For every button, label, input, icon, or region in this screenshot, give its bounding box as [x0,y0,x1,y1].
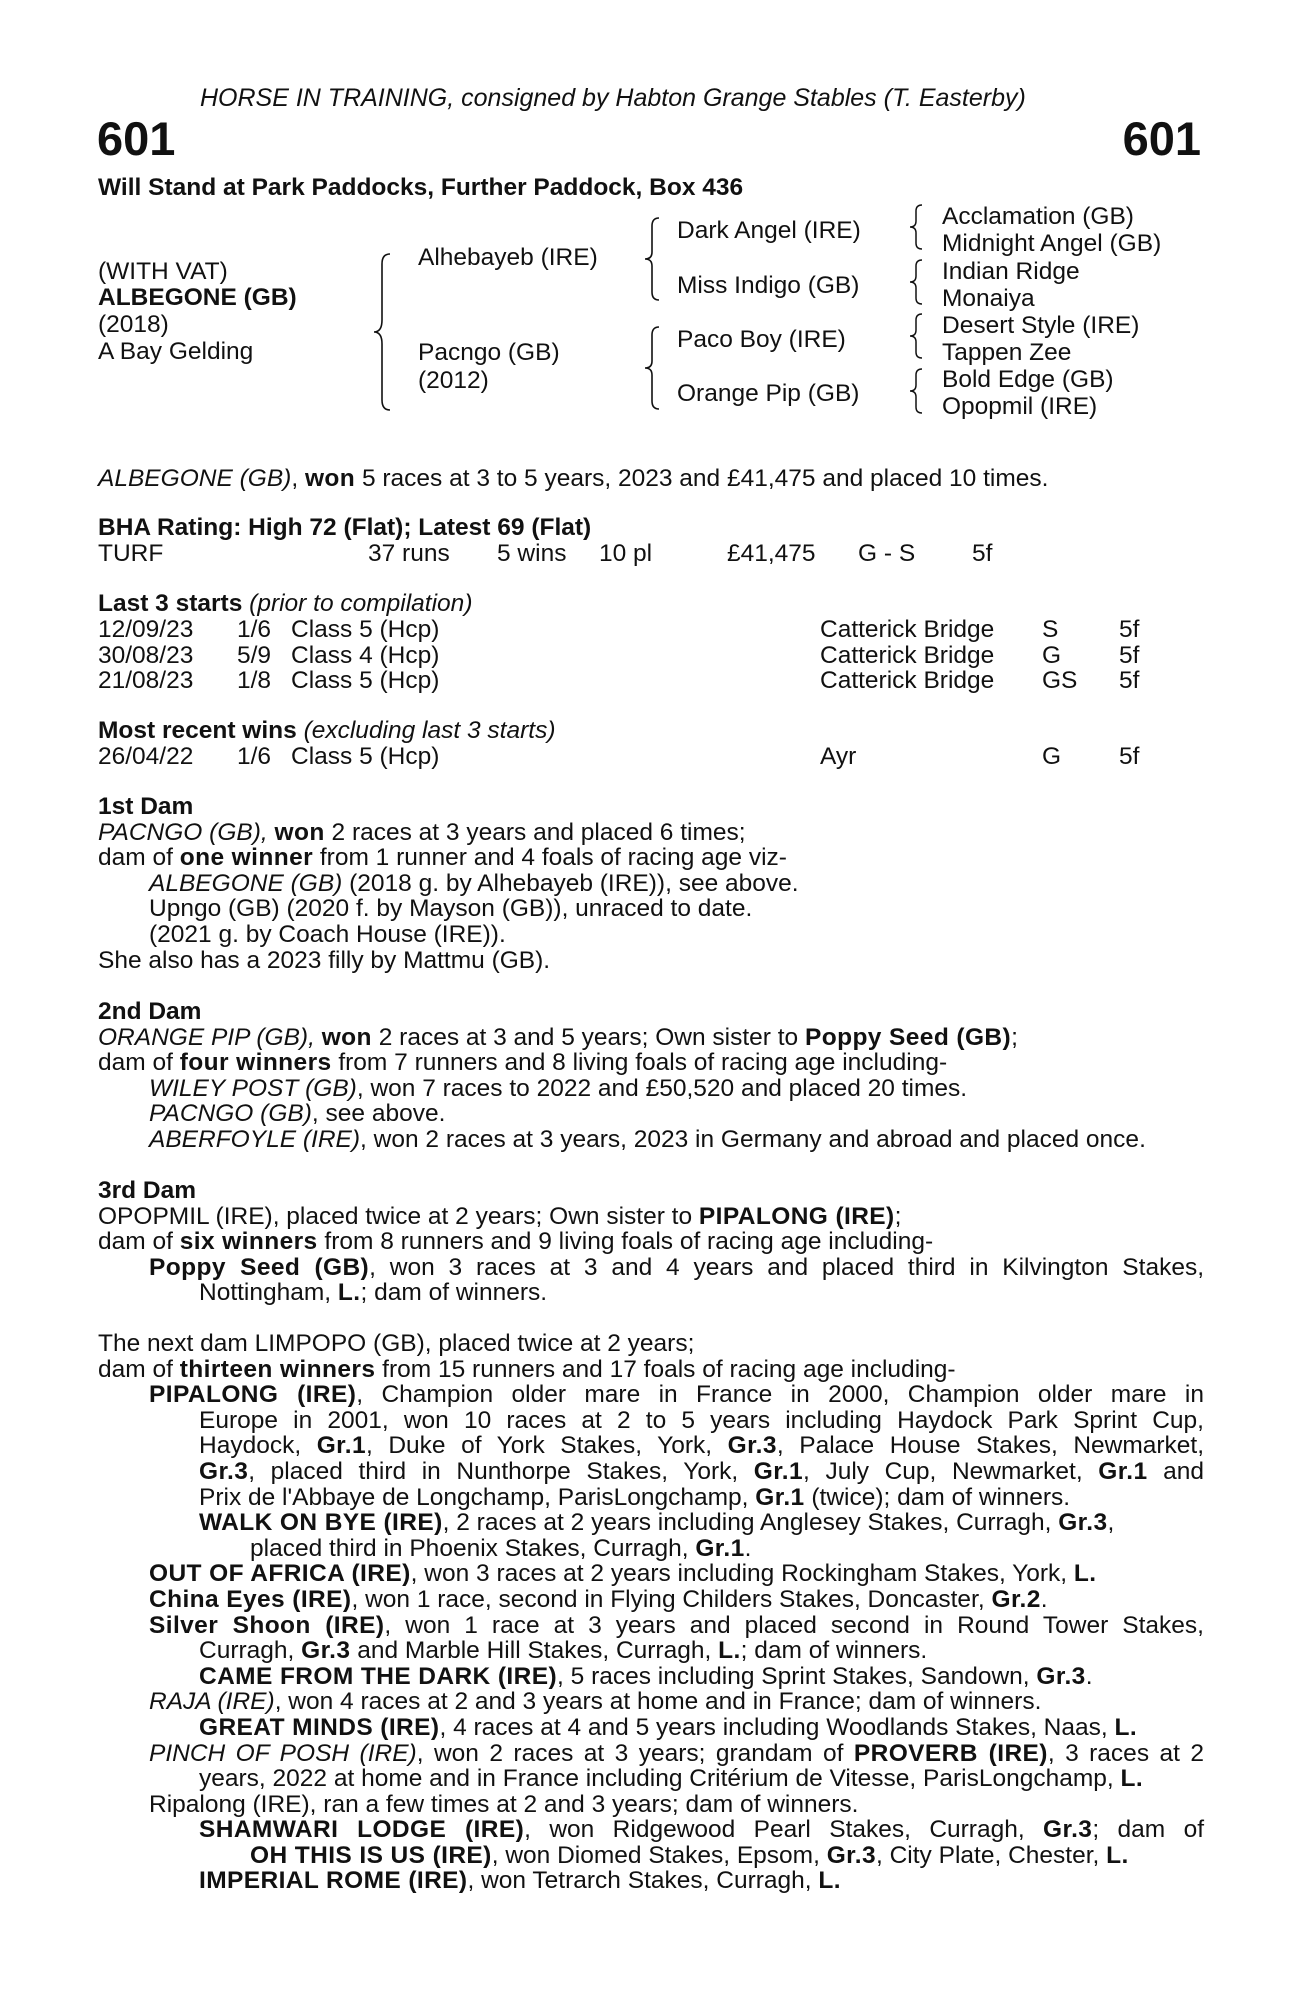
rating-placed: 10 pl [599,540,653,567]
text: from 15 runners and 17 foals of racing age including- [382,1355,956,1383]
pedigree-dam-dam: Orange Pip (GB) [677,380,860,407]
win-position: 1/6 [237,743,272,770]
progeny-name: OUT OF AFRICA (IRE) [149,1560,411,1588]
progeny-line [98,1076,1204,1102]
last3-note: (prior to compilation) [249,590,473,617]
progeny-line [98,1843,1204,1869]
pedigree-sire-sire: Dark Angel (IRE) [677,217,861,244]
rating-title: BHA Rating: High 72 (Flat); Latest 69 (Flat) [98,514,592,541]
start-distance: 5f [1119,616,1140,643]
text: , 3 races at 2 [1047,1739,1204,1767]
pedigree-brace-main [370,252,394,412]
text: , won 1 race, second in Flying Childers Stakes, Doncaster, [351,1585,985,1613]
progeny-line [98,1741,1204,1767]
pedigree-dam-sire: Paco Boy (IRE) [677,326,846,353]
pedigree-gen3-3: Indian Ridge [942,258,1080,285]
text: years, 2022 at home and in France including Critérium de Vitesse, ParisLongchamp, [199,1765,1114,1793]
grade-label: Gr.1 [1098,1457,1148,1485]
rating-prize: £41,475 [727,540,816,567]
pedigree-brace-g3b [906,258,926,306]
text: . [1085,1662,1093,1690]
second-dam-line [98,1050,1204,1076]
text: , won Diomed Stakes, Epsom, [491,1841,820,1869]
text: Prix de l'Abbaye de Longchamp, ParisLongchamp, [199,1483,749,1511]
progeny-name: PROVERB (IRE) [853,1739,1048,1767]
summary-rest: 5 races at 3 to 5 years, 2023 and £41,475 and placed 10 times. [361,465,1049,492]
text: , won Tetrarch Stakes, Curragh, [467,1867,812,1895]
pedigree-brace-g3c [906,312,926,360]
grade-label: Gr.3 [1043,1816,1093,1844]
text: 2 races at 3 and 5 years; Own sister to [378,1023,799,1051]
start-position: 5/9 [237,642,272,669]
progeny-line [98,1459,1204,1485]
start-position: 1/6 [237,616,272,643]
first-dam-line: She also has a 2023 filly by Mattmu (GB). [98,946,551,974]
start-class: Class 5 (Hcp) [291,616,440,643]
rating-going: G - S [858,540,916,567]
progeny-line [98,1664,1204,1690]
lot-number-right: 601 [1122,112,1201,165]
progeny-line: Upngo (GB) (2020 f. by Mayson (GB)), unraced to date. [149,895,753,923]
start-class: Class 5 (Hcp) [291,667,440,694]
text: OPOPMIL (IRE), placed twice at 2 years; Own sister to [98,1202,693,1230]
text: ; dam of winners. [360,1279,548,1307]
winners-count: six winners [179,1228,318,1256]
progeny-detail: , won 2 races at 3 years, 2023 in Germany and abroad and placed once. [360,1125,1146,1153]
recent-note: (excluding last 3 starts) [303,717,556,744]
text: , Duke of York Stakes, York, [365,1432,713,1460]
won-label: won [274,818,325,846]
progeny-line [98,1715,1204,1741]
third-dam-title: 3rd Dam [98,1177,197,1204]
pedigree-dam: Pacngo (GB) [418,339,560,366]
start-date: 30/08/23 [98,642,194,669]
win-date: 26/04/22 [98,743,194,770]
grade-label: L. [1120,1765,1144,1793]
progeny-line [98,871,1204,897]
text: from 8 runners and 9 living foals of racing age including- [324,1228,934,1256]
pedigree-gen3-6: Tappen Zee [942,339,1072,366]
start-distance: 5f [1119,642,1140,669]
progeny-line [98,1127,1204,1153]
progeny-line [98,1638,1204,1664]
start-course: Catterick Bridge [820,667,995,694]
progeny-line [98,1766,1204,1792]
progeny-detail: , see above. [311,1100,446,1128]
next-dam-line: The next dam LIMPOPO (GB), placed twice at 2 years; [98,1330,695,1357]
text: , 5 races including Sprint Stakes, Sandown, [557,1662,1030,1690]
next-dam-section [98,1331,1204,1894]
location-line: Will Stand at Park Paddocks, Further Paddock, Box 436 [98,174,744,201]
text: ; dam of winners. [740,1637,928,1665]
grade-label: Gr.3 [1036,1662,1086,1690]
win-class: Class 5 (Hcp) [291,743,440,770]
progeny-name: SHAMWARI LODGE (IRE) [199,1816,525,1844]
win-distance: 5f [1119,743,1140,770]
progeny-line [98,1817,1204,1843]
summary-horse-name: ALBEGONE (GB) [98,465,292,492]
horse-name: ALBEGONE (GB) [98,284,297,311]
rating-surface: TURF [98,540,164,567]
text: dam of [98,844,173,872]
text: (twice); dam of winners. [811,1483,1071,1511]
progeny-name: OH THIS IS US (IRE) [250,1841,492,1869]
grade-label: Gr.3 [199,1457,249,1485]
progeny-name: CAME FROM THE DARK (IRE) [199,1662,558,1690]
text: from 7 runners and 8 living foals of racing age including- [338,1049,948,1077]
second-dam-title: 2nd Dam [98,998,202,1025]
grade-label: L. [1114,1713,1138,1741]
progeny-name: GREAT MINDS (IRE) [199,1713,440,1741]
progeny-name: ABERFOYLE (IRE) [149,1125,361,1153]
text: , won Ridgewood Pearl Stakes, Curragh, [524,1816,1025,1844]
progeny-line [98,1536,1204,1562]
pedigree-dam-year: (2012) [418,367,489,394]
text: , won 3 races at 2 years including Rockingham Stakes, York, [410,1560,1068,1588]
text: from 1 runner and 4 foals of racing age viz- [319,844,787,872]
pedigree-brace-g3a [906,203,926,251]
progeny-line [98,1255,1204,1281]
sep: ; [894,1202,902,1230]
pedigree-gen3-2: Midnight Angel (GB) [942,230,1162,257]
progeny-line [98,1689,1204,1715]
first-dam-line [98,820,1204,846]
progeny-name: ALBEGONE (GB) [149,869,343,897]
next-dam-line [98,1357,1204,1383]
start-course: Catterick Bridge [820,642,995,669]
text: , 2 races at 2 years including Anglesey Stakes, Curragh, [442,1509,1052,1537]
progeny-name: IMPERIAL ROME (IRE) [199,1867,468,1895]
progeny-name: PINCH OF POSH (IRE) [149,1739,417,1767]
progeny-line: Europe in 2001, won 10 races at 2 to 5 years including Haydock Park Sprint Cup, [199,1406,1204,1434]
progeny-detail: , won 7 races to 2022 and £50,520 and placed 20 times. [356,1074,968,1102]
summary-sep: , [291,465,299,492]
winners-count: four winners [179,1049,332,1077]
start-going: S [1042,616,1059,643]
start-position: 1/8 [237,667,272,694]
text: and Marble Hill Stakes, Curragh, [357,1637,712,1665]
text: dam of [98,1355,173,1383]
text: , Champion older mare in France in 2000, Champion older mare in [356,1381,1204,1409]
text: Curragh, [199,1637,295,1665]
pedigree-sire: Alhebayeb (IRE) [418,244,598,271]
progeny-name: Silver Shoon (IRE) [149,1611,385,1639]
third-dam-section [98,1178,1204,1306]
win-course: Ayr [820,743,857,770]
pedigree-gen3-4: Monaiya [942,285,1035,312]
rating-runs: 37 runs [368,540,450,567]
start-going: GS [1042,667,1078,694]
progeny-name: China Eyes (IRE) [149,1585,352,1613]
race-summary [98,466,1048,492]
first-dam-section [98,794,1204,973]
pedigree-sire-dam: Miss Indigo (GB) [677,272,860,299]
text: and [1163,1457,1204,1485]
lot-number-left: 601 [97,112,176,165]
dam-name: PACNGO (GB) [98,818,261,846]
summary-won: won [304,465,356,492]
second-dam-line [98,1025,1204,1051]
text: , City Plate, Chester, [876,1841,1100,1869]
progeny-name: Poppy Seed (GB) [149,1253,370,1281]
progeny-line [98,1485,1204,1511]
second-dam-section [98,999,1204,1153]
text: dam of [98,1049,173,1077]
recent-title: Most recent wins [98,717,297,744]
grade-label: L. [1073,1560,1097,1588]
dam-record: 2 races at 3 years and placed 6 times; [331,818,746,846]
rating-wins: 5 wins [497,540,567,567]
third-dam-line [98,1229,1204,1255]
progeny-line [98,1613,1204,1639]
winners-count: one winner [179,844,314,872]
pedigree-brace-sire [641,216,663,302]
grade-label: L. [718,1637,741,1665]
grade-label: Gr.3 [826,1841,876,1869]
text: ; dam of [1092,1816,1205,1844]
progeny-name: WALK ON BYE (IRE) [199,1509,443,1537]
start-distance: 5f [1119,667,1140,694]
sibling-name: PIPALONG (IRE) [698,1202,895,1230]
last3-header [98,591,472,617]
start-going: G [1042,642,1062,669]
progeny-name: PIPALONG (IRE) [149,1381,357,1409]
text: , Palace House Stakes, Newmarket, [776,1432,1205,1460]
grade-label: Gr.3 [301,1637,351,1665]
grade-label: Gr.3 [727,1432,777,1460]
winners-count: thirteen winners [179,1355,376,1383]
text: , won 2 races at 3 years; grandam of [416,1739,844,1767]
text: , won 4 races at 2 and 3 years at home and in France; dam of winners. [274,1688,1042,1716]
win-going: G [1042,743,1062,770]
grade-label: Gr.2 [991,1585,1041,1613]
progeny-name: WILEY POST (GB) [149,1074,357,1102]
progeny-name: RAJA (IRE) [149,1688,275,1716]
text: , won 1 race at 3 years and placed second in Round Tower Stakes, [384,1611,1204,1639]
rating-distance: 5f [972,540,993,567]
pedigree-gen3-5: Desert Style (IRE) [942,312,1140,339]
vat-label: (WITH VAT) [98,258,228,285]
pedigree-gen3-1: Acclamation (GB) [942,203,1134,230]
grade-label: L. [337,1279,361,1307]
pedigree-brace-g3d [906,367,926,415]
sep: , [308,1023,315,1051]
text: Nottingham, [199,1279,332,1307]
first-dam-title: 1st Dam [98,793,194,820]
start-date: 12/09/23 [98,616,194,643]
third-dam-line [98,1204,1204,1230]
progeny-line [98,1433,1204,1459]
text: Haydock, [199,1432,302,1460]
text: . [744,1534,752,1562]
progeny-name: PACNGO (GB) [149,1100,312,1128]
progeny-detail: , won 3 races at 3 and 4 years and placed third in Kilvington Stakes, [369,1253,1205,1281]
first-dam-line [98,845,1204,871]
text: , placed third in Nunthorpe Stakes, York, [248,1457,739,1485]
dam-name: ORANGE PIP (GB) [98,1023,309,1051]
won-label: won [321,1023,372,1051]
horse-year: (2018) [98,311,169,338]
progeny-line [98,1868,1204,1894]
progeny-line [98,1382,1204,1408]
text: , [1107,1509,1115,1537]
progeny-line [98,1587,1204,1613]
progeny-line [98,1280,1204,1306]
start-class: Class 4 (Hcp) [291,642,440,669]
sep: ; [1011,1023,1018,1051]
pedigree-brace-dam [641,325,663,411]
pedigree-gen3-7: Bold Edge (GB) [942,366,1114,393]
progeny-line: Ripalong (IRE), ran a few times at 2 and 3 years; dam of winners. [149,1790,859,1818]
last3-title: Last 3 starts [98,590,243,617]
recent-header [98,718,555,744]
start-course: Catterick Bridge [820,616,995,643]
progeny-line [98,1510,1204,1536]
grade-label: Gr.1 [316,1432,366,1460]
grade-label: Gr.1 [695,1534,745,1562]
grade-label: L. [1106,1841,1129,1869]
consignment-line: HORSE IN TRAINING, consigned by Habton Grange Stables (T. Easterby) [200,84,1026,112]
text: , 4 races at 4 and 5 years including Woodlands Stakes, Naas, [439,1713,1108,1741]
start-date: 21/08/23 [98,667,194,694]
horse-description: A Bay Gelding [98,338,254,365]
grade-label: Gr.1 [755,1483,805,1511]
text: . [1040,1585,1048,1613]
sibling-name: Poppy Seed (GB) [804,1023,1012,1051]
pedigree-gen3-8: Opopmil (IRE) [942,393,1098,420]
progeny-line [98,1561,1204,1587]
text: dam of [98,1228,173,1256]
text: , July Cup, Newmarket, [803,1457,1083,1485]
text: placed third in Phoenix Stakes, Curragh, [250,1534,689,1562]
progeny-line: (2021 g. by Coach House (IRE)). [149,920,506,948]
grade-label: L. [818,1867,841,1895]
progeny-detail: (2018 g. by Alhebayeb (IRE)), see above. [349,869,799,897]
grade-label: Gr.1 [753,1457,804,1485]
grade-label: Gr.3 [1058,1509,1108,1537]
progeny-line [98,1101,1204,1127]
sep: , [260,818,268,846]
